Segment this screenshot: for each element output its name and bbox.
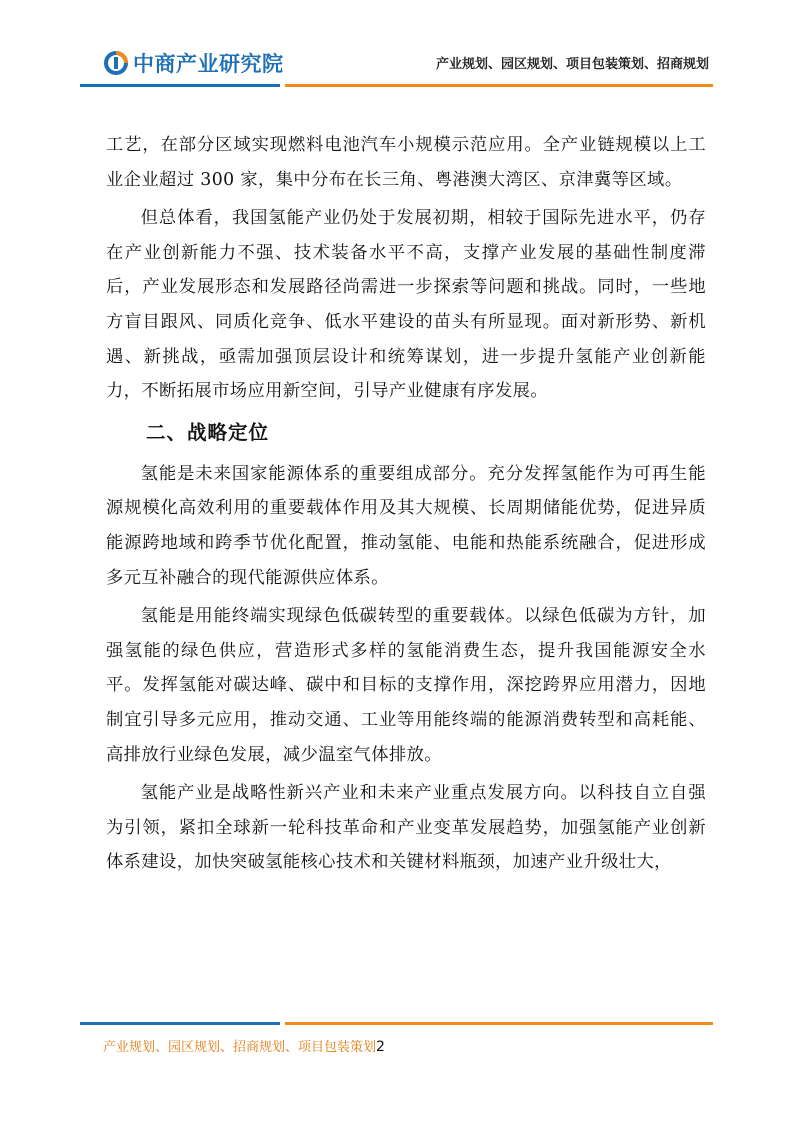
paragraph: 氢能产业是战略性新兴产业和未来产业重点发展方向。以科技自立自强为引领，紧扣全球新一轮科技革命和产业变革发展趋势，加强氢能产业创新体系建设，加快突破氢能核心技术和关键材料瓶颈，加速产业升级壮大， xyxy=(106,783,706,873)
section-heading: 二、战略定位 xyxy=(146,420,270,444)
company-logo-icon xyxy=(103,50,129,76)
footer-divider-blue xyxy=(80,1022,280,1025)
footer-divider-orange xyxy=(285,1022,713,1025)
footer xyxy=(103,1036,385,1055)
paragraph: 氢能是未来国家能源体系的重要组成部分。充分发挥氢能作为可再生能源规模化高效利用的重要载体作用及其大规模、长周期储能优势，促进异质能源跨地域和跨季节优化配置，推动氢能、电能和热能系统融合，促进形成多元互补融合的现代能源供应体系。 xyxy=(106,463,706,588)
logo[interactable] xyxy=(103,48,284,78)
paragraph: 氢能是用能终端实现绿色低碳转型的重要载体。以绿色低碳为方针，加强氢能的绿色供应，营造形式多样的氢能消费生态，提升我国能源安全水平。发挥氢能对碳达峰、碳中和目标的支撑作用，深挖跨界应用潜力，因地制宜引导多元应用，推动交通、工业等用能终端的能源消费转型和高耗能、高排放行业绿色发展，减少温室气体排放。 xyxy=(106,606,706,765)
header-tagline: 产业规划、园区规划、项目包装策划、招商规划 xyxy=(435,57,709,72)
logo-text: 中商产业研究院 xyxy=(133,52,284,76)
paragraph: 但总体看，我国氢能产业仍处于发展初期，相较于国际先进水平，仍存在产业创新能力不强、技术装备水平不高，支撑产业发展的基础性制度滞后，产业发展形态和发展路径尚需进一步探索等问题和挑战。同时，一些地方盲目跟风、同质化竞争、低水平建设的苗头有所显现。面对新形势、新机遇、新挑战，亟需加强顶层设计和统筹谋划，进一步提升氢能产业创新能力，不断拓展市场应用新空间，引导产业健康有序发展。 xyxy=(106,208,706,402)
header-divider-blue xyxy=(80,84,280,87)
paragraph: 工艺，在部分区域实现燃料电池汽车小规模示范应用。全产业链规模以上工业企业超过 300 家，集中分布在长三角、粤港澳大湾区、京津冀等区域。 xyxy=(106,135,706,190)
footer-tagline: 产业规划、园区规划、招商规划、项目包装策划 xyxy=(103,1040,377,1055)
page-number: 2 xyxy=(376,1039,385,1055)
header-divider-orange xyxy=(285,84,713,87)
document-body xyxy=(106,128,706,884)
